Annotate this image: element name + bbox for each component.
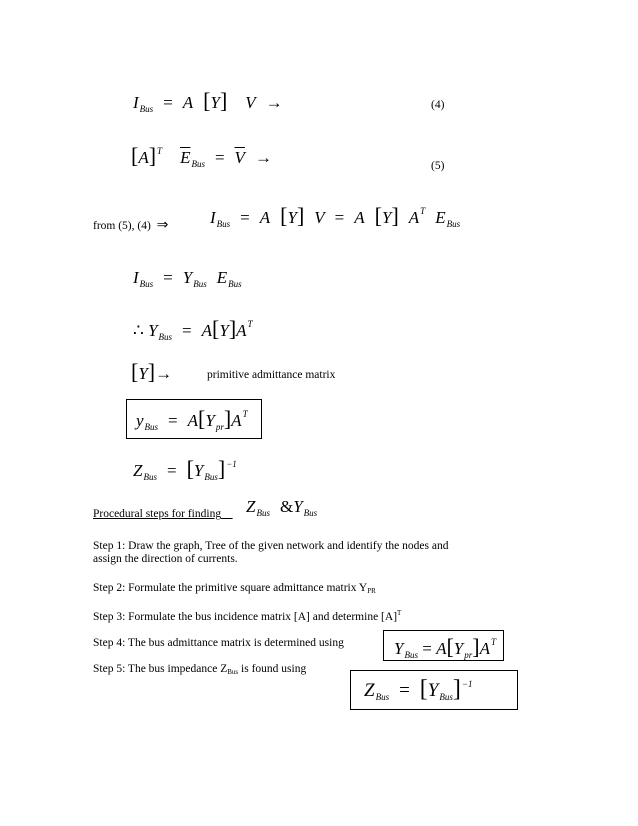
- step-1-line-2: assign the direction of currents.: [93, 553, 238, 565]
- equation-4-label: (4): [431, 99, 445, 111]
- step-5-formula: $Z_{Bus} = [Y_{Bus}]^{-1}$: [364, 676, 473, 702]
- step-1-line-1: Step 1: Draw the graph, Tree of the given network and identify the nodes and: [93, 540, 449, 552]
- step-2: Step 2: Formulate the primitive square admittance matrix YPR: [93, 582, 376, 595]
- step-3: Step 3: Formulate the bus incidence matrix [A] and determine $[A]^T$: [93, 609, 402, 623]
- primitive-admittance-text: primitive admittance matrix: [207, 369, 336, 381]
- from-line-prefix: from (5), (4) ⇒: [93, 218, 169, 233]
- step-5: Step 5: The bus impedance ZBus is found using: [93, 663, 307, 676]
- equation-combined: $I_{Bus} = A$ [Y] V = A [Y] $A^T$ $E_{Bus}$: [210, 203, 461, 229]
- step-4: Step 4: The bus admittance matrix is determined using: [93, 637, 344, 649]
- equation-5-label: (5): [431, 160, 445, 172]
- equation-4: $I_{Bus} = A$ [Y] V →: [133, 88, 283, 114]
- procedure-heading: Procedural steps for finding: [93, 508, 222, 520]
- equation-ybus: ∴ $Y_{Bus} = A[Y]A^T$: [133, 316, 253, 342]
- equation-5: $[A]^T$ $\overline{E}_{Bus} = \overline{V}$ →: [131, 143, 272, 169]
- equation-ibus: $I_{Bus} = Y_{Bus}$ $E_{Bus}$: [133, 268, 242, 289]
- procedure-heading-formula: $Z_{Bus}$ $\&Y_{Bus}$: [246, 497, 318, 518]
- equation-zbus: $Z_{Bus} = [Y_{Bus}]^{-1}$: [133, 456, 237, 482]
- equation-primitive: [Y]→: [131, 359, 173, 384]
- step-4-formula: $Y_{Bus} = A[Y_{pr}]A^T$: [394, 634, 496, 660]
- boxed-ybus-content: $y_{Bus} = A[Y_{pr}]A^T$: [136, 406, 248, 432]
